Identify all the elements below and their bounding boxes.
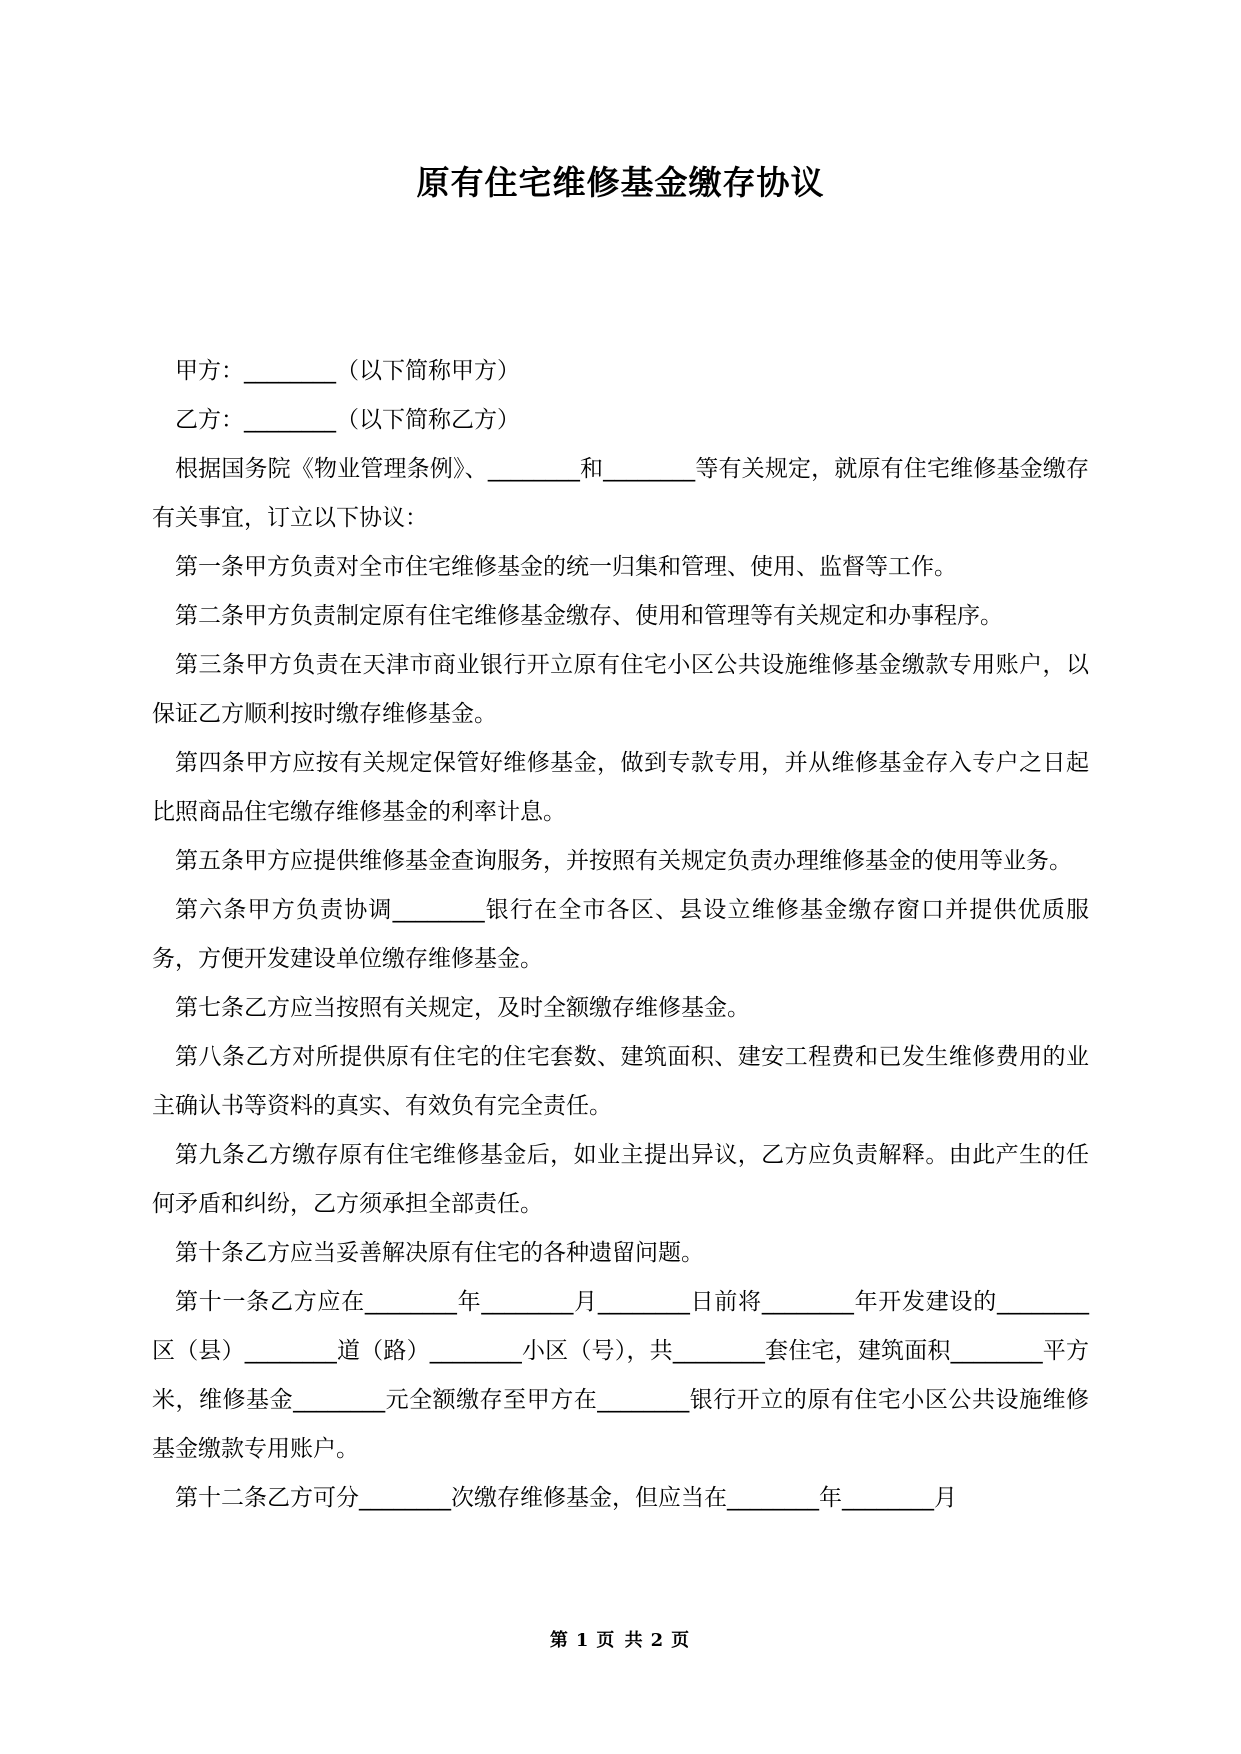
article-2: 第二条甲方负责制定原有住宅维修基金缴存、使用和管理等有关规定和办事程序。 xyxy=(175,603,1003,629)
article-3: 第三条甲方负责在天津市商业银行开立原有住宅小区公共设施维修基金缴款专用账户，以保证乙方顺利按时缴存维修基金。 xyxy=(152,652,1089,727)
article-12: 第十二条乙方可分________次缴存维修基金，但应当在________年________月 xyxy=(175,1485,957,1511)
page-suffix: 页 xyxy=(671,1630,692,1651)
page-number-footer xyxy=(0,1626,1241,1652)
page-total: 2 xyxy=(650,1630,666,1651)
article-6: 第六条甲方负责协调________银行在全市各区、县设立维修基金缴存窗口并提供优质服务，方便开发建设单位缴存维修基金。 xyxy=(152,897,1089,972)
article-7: 第七条乙方应当按照有关规定，及时全额缴存维修基金。 xyxy=(175,995,750,1021)
article-9: 第九条乙方缴存原有住宅维修基金后，如业主提出异议，乙方应负责解释。由此产生的任何矛盾和纠纷，乙方须承担全部责任。 xyxy=(152,1142,1089,1217)
party-a-line: 甲方：________（以下简称甲方） xyxy=(175,358,520,384)
article-5: 第五条甲方应提供维修基金查询服务，并按照有关规定负责办理维修基金的使用等业务。 xyxy=(175,848,1072,874)
document-body xyxy=(152,347,1089,1523)
party-b-line: 乙方：________（以下简称乙方） xyxy=(175,407,520,433)
preamble-paragraph: 根据国务院《物业管理条例》、________和________等有关规定，就原有住宅维修基金缴存有关事宜，订立以下协议： xyxy=(152,456,1089,531)
page-prefix: 第 xyxy=(549,1630,570,1651)
article-4: 第四条甲方应按有关规定保管好维修基金，做到专款专用，并从维修基金存入专户之日起比照商品住宅缴存维修基金的利率计息。 xyxy=(152,750,1089,825)
page-mid: 页 共 xyxy=(596,1630,645,1651)
document-title: 原有住宅维修基金缴存协议 xyxy=(416,163,825,202)
article-11: 第十一条乙方应在________年________月________日前将________年开发建设的________区（县）________道（路）________小区（号），共________套住宅，建筑面积________平方米，维修基金________元全额缴存至甲方在________银行开立的原有住宅小区公共设施维修基金缴款专用账户。 xyxy=(152,1289,1089,1462)
article-8: 第八条乙方对所提供原有住宅的住宅套数、建筑面积、建安工程费和已发生维修费用的业主确认书等资料的真实、有效负有完全责任。 xyxy=(152,1044,1089,1119)
article-1: 第一条甲方负责对全市住宅维修基金的统一归集和管理、使用、监督等工作。 xyxy=(175,554,957,580)
page-current: 1 xyxy=(575,1630,591,1651)
article-10: 第十条乙方应当妥善解决原有住宅的各种遗留问题。 xyxy=(175,1240,704,1266)
